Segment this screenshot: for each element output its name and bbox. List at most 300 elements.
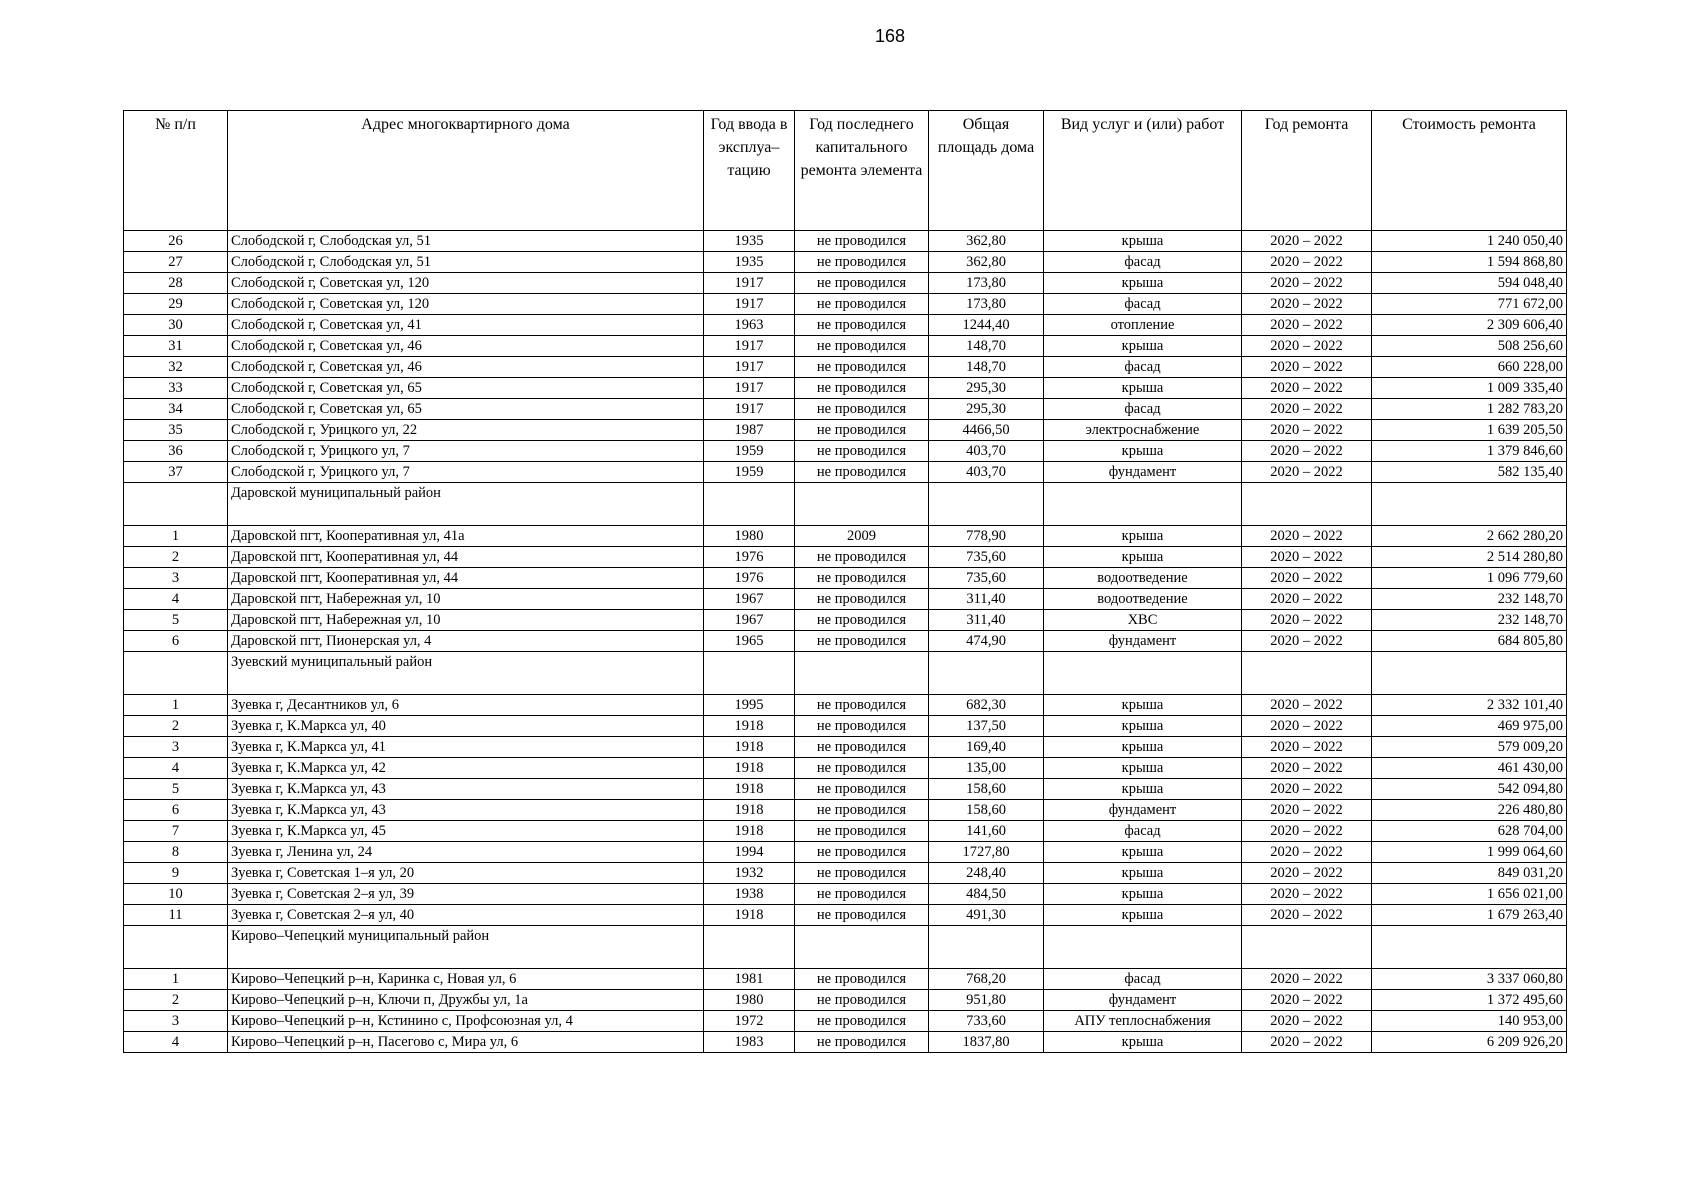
row-address: Зуевка г, Ленина ул, 24 <box>228 842 704 863</box>
row-address: Кирово–Чепецкий р–н, Кстинино с, Профсоюзная ул, 4 <box>228 1011 704 1032</box>
row-cost: 582 135,40 <box>1372 462 1567 483</box>
row-work-type: фасад <box>1044 357 1242 378</box>
row-last-repair: не проводился <box>795 716 929 737</box>
row-number: 7 <box>124 821 228 842</box>
row-area: 362,80 <box>929 252 1044 273</box>
row-address: Слободской г, Советская ул, 120 <box>228 294 704 315</box>
table-row <box>124 589 1567 610</box>
row-repair-year: 2020 – 2022 <box>1242 631 1372 652</box>
row-year-built: 1995 <box>704 695 795 716</box>
row-cost: 542 094,80 <box>1372 779 1567 800</box>
table-row <box>124 357 1567 378</box>
row-number: 8 <box>124 842 228 863</box>
row-number: 28 <box>124 273 228 294</box>
row-number: 34 <box>124 399 228 420</box>
row-address: Слободской г, Урицкого ул, 22 <box>228 420 704 441</box>
row-year-built: 1935 <box>704 252 795 273</box>
empty-cell <box>1044 652 1242 695</box>
row-last-repair: не проводился <box>795 1011 929 1032</box>
row-last-repair: не проводился <box>795 294 929 315</box>
empty-cell <box>929 483 1044 526</box>
row-area: 137,50 <box>929 716 1044 737</box>
row-address: Зуевка г, К.Маркса ул, 42 <box>228 758 704 779</box>
row-number: 30 <box>124 315 228 336</box>
row-cost: 1 379 846,60 <box>1372 441 1567 462</box>
row-year-built: 1994 <box>704 842 795 863</box>
row-cost: 771 672,00 <box>1372 294 1567 315</box>
row-work-type: фундамент <box>1044 462 1242 483</box>
row-area: 484,50 <box>929 884 1044 905</box>
header-cost: Стоимость ремонта <box>1372 111 1567 231</box>
row-work-type: фундамент <box>1044 631 1242 652</box>
row-number: 3 <box>124 737 228 758</box>
row-repair-year: 2020 – 2022 <box>1242 990 1372 1011</box>
district-heading-row <box>124 483 1567 526</box>
row-number: 29 <box>124 294 228 315</box>
row-work-type: фасад <box>1044 399 1242 420</box>
row-year-built: 1981 <box>704 969 795 990</box>
row-area: 491,30 <box>929 905 1044 926</box>
row-year-built: 1918 <box>704 758 795 779</box>
row-repair-year: 2020 – 2022 <box>1242 1011 1372 1032</box>
row-address: Кирово–Чепецкий р–н, Каринка с, Новая ул, 6 <box>228 969 704 990</box>
row-number: 2 <box>124 990 228 1011</box>
table-row <box>124 863 1567 884</box>
table-row <box>124 800 1567 821</box>
row-last-repair: не проводился <box>795 1032 929 1053</box>
empty-cell <box>795 926 929 969</box>
row-address: Слободской г, Советская ул, 65 <box>228 399 704 420</box>
row-work-type: АПУ теплоснабжения <box>1044 1011 1242 1032</box>
table-row <box>124 631 1567 652</box>
row-last-repair: не проводился <box>795 842 929 863</box>
row-last-repair: не проводился <box>795 695 929 716</box>
row-repair-year: 2020 – 2022 <box>1242 568 1372 589</box>
row-work-type: фасад <box>1044 821 1242 842</box>
row-number: 1 <box>124 969 228 990</box>
row-number: 2 <box>124 716 228 737</box>
row-address: Слободской г, Советская ул, 46 <box>228 357 704 378</box>
row-cost: 2 309 606,40 <box>1372 315 1567 336</box>
row-area: 248,40 <box>929 863 1044 884</box>
row-last-repair: не проводился <box>795 821 929 842</box>
empty-cell <box>795 652 929 695</box>
row-address: Даровской пгт, Кооперативная ул, 41а <box>228 526 704 547</box>
row-repair-year: 2020 – 2022 <box>1242 294 1372 315</box>
table-row <box>124 526 1567 547</box>
row-last-repair: не проводился <box>795 273 929 294</box>
row-cost: 2 514 280,80 <box>1372 547 1567 568</box>
empty-cell <box>929 926 1044 969</box>
row-cost: 1 656 021,00 <box>1372 884 1567 905</box>
table-row <box>124 252 1567 273</box>
table-row <box>124 231 1567 252</box>
row-cost: 1 372 495,60 <box>1372 990 1567 1011</box>
row-area: 403,70 <box>929 441 1044 462</box>
row-area: 135,00 <box>929 758 1044 779</box>
row-address: Зуевка г, К.Маркса ул, 40 <box>228 716 704 737</box>
row-repair-year: 2020 – 2022 <box>1242 905 1372 926</box>
row-repair-year: 2020 – 2022 <box>1242 357 1372 378</box>
row-last-repair: не проводился <box>795 863 929 884</box>
row-number: 9 <box>124 863 228 884</box>
row-repair-year: 2020 – 2022 <box>1242 716 1372 737</box>
empty-cell <box>929 652 1044 695</box>
row-work-type: крыша <box>1044 758 1242 779</box>
table-row <box>124 441 1567 462</box>
row-year-built: 1976 <box>704 547 795 568</box>
row-area: 158,60 <box>929 779 1044 800</box>
row-area: 295,30 <box>929 378 1044 399</box>
row-area: 474,90 <box>929 631 1044 652</box>
row-address: Слободской г, Советская ул, 41 <box>228 315 704 336</box>
row-area: 1837,80 <box>929 1032 1044 1053</box>
row-work-type: фундамент <box>1044 800 1242 821</box>
row-repair-year: 2020 – 2022 <box>1242 273 1372 294</box>
table-body <box>124 231 1567 1053</box>
row-area: 295,30 <box>929 399 1044 420</box>
row-repair-year: 2020 – 2022 <box>1242 547 1372 568</box>
row-address: Слободской г, Советская ул, 46 <box>228 336 704 357</box>
row-year-built: 1932 <box>704 863 795 884</box>
row-year-built: 1917 <box>704 336 795 357</box>
row-work-type: крыша <box>1044 842 1242 863</box>
row-address: Зуевка г, Советская 2–я ул, 40 <box>228 905 704 926</box>
row-area: 311,40 <box>929 589 1044 610</box>
row-work-type: крыша <box>1044 737 1242 758</box>
row-year-built: 1917 <box>704 273 795 294</box>
row-address: Зуевка г, К.Маркса ул, 43 <box>228 800 704 821</box>
row-work-type: крыша <box>1044 336 1242 357</box>
row-number: 4 <box>124 1032 228 1053</box>
row-address: Слободской г, Урицкого ул, 7 <box>228 462 704 483</box>
district-heading-row <box>124 926 1567 969</box>
row-cost: 1 999 064,60 <box>1372 842 1567 863</box>
row-year-built: 1918 <box>704 737 795 758</box>
row-year-built: 1983 <box>704 1032 795 1053</box>
row-address: Зуевка г, К.Маркса ул, 43 <box>228 779 704 800</box>
row-last-repair: не проводился <box>795 462 929 483</box>
row-address: Зуевка г, Советская 2–я ул, 39 <box>228 884 704 905</box>
row-area: 682,30 <box>929 695 1044 716</box>
row-cost: 2 332 101,40 <box>1372 695 1567 716</box>
row-last-repair: не проводился <box>795 231 929 252</box>
empty-cell <box>1372 483 1567 526</box>
row-year-built: 1918 <box>704 800 795 821</box>
row-work-type: крыша <box>1044 526 1242 547</box>
row-cost: 1 594 868,80 <box>1372 252 1567 273</box>
row-last-repair: не проводился <box>795 252 929 273</box>
row-cost: 232 148,70 <box>1372 589 1567 610</box>
empty-cell <box>124 652 228 695</box>
row-number: 35 <box>124 420 228 441</box>
header-num: № п/п <box>124 111 228 231</box>
row-number: 6 <box>124 631 228 652</box>
row-repair-year: 2020 – 2022 <box>1242 336 1372 357</box>
table-row <box>124 758 1567 779</box>
district-name: Кирово–Чепецкий муниципальный район <box>228 926 704 969</box>
table-row <box>124 1011 1567 1032</box>
row-work-type: фасад <box>1044 969 1242 990</box>
row-area: 362,80 <box>929 231 1044 252</box>
row-work-type: ХВС <box>1044 610 1242 631</box>
table-row <box>124 462 1567 483</box>
row-cost: 508 256,60 <box>1372 336 1567 357</box>
row-cost: 628 704,00 <box>1372 821 1567 842</box>
row-work-type: фундамент <box>1044 990 1242 1011</box>
row-last-repair: не проводился <box>795 884 929 905</box>
row-year-built: 1967 <box>704 610 795 631</box>
row-year-built: 1918 <box>704 779 795 800</box>
row-work-type: крыша <box>1044 905 1242 926</box>
row-number: 2 <box>124 547 228 568</box>
table-row <box>124 821 1567 842</box>
row-number: 31 <box>124 336 228 357</box>
table-row <box>124 1032 1567 1053</box>
row-last-repair: не проводился <box>795 420 929 441</box>
row-cost: 1 639 205,50 <box>1372 420 1567 441</box>
row-cost: 660 228,00 <box>1372 357 1567 378</box>
row-number: 26 <box>124 231 228 252</box>
row-address: Зуевка г, К.Маркса ул, 41 <box>228 737 704 758</box>
row-cost: 6 209 926,20 <box>1372 1032 1567 1053</box>
row-work-type: крыша <box>1044 273 1242 294</box>
row-address: Зуевка г, К.Маркса ул, 45 <box>228 821 704 842</box>
row-work-type: крыша <box>1044 547 1242 568</box>
row-number: 11 <box>124 905 228 926</box>
table-row <box>124 420 1567 441</box>
row-year-built: 1980 <box>704 526 795 547</box>
empty-cell <box>1242 483 1372 526</box>
row-last-repair: не проводился <box>795 399 929 420</box>
row-area: 169,40 <box>929 737 1044 758</box>
row-year-built: 1980 <box>704 990 795 1011</box>
table-row <box>124 294 1567 315</box>
row-year-built: 1959 <box>704 441 795 462</box>
row-repair-year: 2020 – 2022 <box>1242 589 1372 610</box>
row-number: 3 <box>124 568 228 589</box>
row-area: 1244,40 <box>929 315 1044 336</box>
row-address: Даровской пгт, Кооперативная ул, 44 <box>228 547 704 568</box>
row-repair-year: 2020 – 2022 <box>1242 315 1372 336</box>
header-last-repair: Год последнего капитального ремонта элемента <box>795 111 929 231</box>
empty-cell <box>1242 926 1372 969</box>
row-year-built: 1967 <box>704 589 795 610</box>
row-number: 6 <box>124 800 228 821</box>
header-work-type: Вид услуг и (или) работ <box>1044 111 1242 231</box>
row-cost: 1 096 779,60 <box>1372 568 1567 589</box>
table-row <box>124 779 1567 800</box>
row-cost: 849 031,20 <box>1372 863 1567 884</box>
row-year-built: 1976 <box>704 568 795 589</box>
row-address: Слободской г, Слободская ул, 51 <box>228 252 704 273</box>
row-repair-year: 2020 – 2022 <box>1242 441 1372 462</box>
row-last-repair: не проводился <box>795 357 929 378</box>
repair-register-table <box>123 110 1567 1053</box>
row-repair-year: 2020 – 2022 <box>1242 800 1372 821</box>
row-cost: 226 480,80 <box>1372 800 1567 821</box>
table-row <box>124 568 1567 589</box>
row-last-repair: не проводился <box>795 969 929 990</box>
table-row <box>124 378 1567 399</box>
row-work-type: электроснабжение <box>1044 420 1242 441</box>
row-area: 173,80 <box>929 273 1044 294</box>
row-work-type: водоотведение <box>1044 568 1242 589</box>
row-work-type: крыша <box>1044 716 1242 737</box>
row-area: 4466,50 <box>929 420 1044 441</box>
row-repair-year: 2020 – 2022 <box>1242 462 1372 483</box>
row-last-repair: не проводился <box>795 610 929 631</box>
row-number: 1 <box>124 695 228 716</box>
row-cost: 469 975,00 <box>1372 716 1567 737</box>
row-year-built: 1917 <box>704 378 795 399</box>
page-number: 168 <box>874 26 906 46</box>
row-year-built: 1917 <box>704 399 795 420</box>
row-last-repair: не проводился <box>795 800 929 821</box>
row-cost: 232 148,70 <box>1372 610 1567 631</box>
header-area: Общая площадь дома <box>929 111 1044 231</box>
row-number: 36 <box>124 441 228 462</box>
row-work-type: крыша <box>1044 884 1242 905</box>
row-work-type: крыша <box>1044 695 1242 716</box>
row-address: Слободской г, Урицкого ул, 7 <box>228 441 704 462</box>
row-year-built: 1987 <box>704 420 795 441</box>
header-repair-year: Год ремонта <box>1242 111 1372 231</box>
row-year-built: 1938 <box>704 884 795 905</box>
row-last-repair: не проводился <box>795 758 929 779</box>
empty-cell <box>124 483 228 526</box>
row-area: 768,20 <box>929 969 1044 990</box>
header-address: Адрес многоквартирного дома <box>228 111 704 231</box>
table-row <box>124 990 1567 1011</box>
table-row <box>124 905 1567 926</box>
row-repair-year: 2020 – 2022 <box>1242 420 1372 441</box>
row-last-repair: не проводился <box>795 568 929 589</box>
row-area: 173,80 <box>929 294 1044 315</box>
row-year-built: 1917 <box>704 357 795 378</box>
table-header-row <box>124 111 1567 231</box>
row-address: Кирово–Чепецкий р–н, Пасегово с, Мира ул, 6 <box>228 1032 704 1053</box>
row-number: 27 <box>124 252 228 273</box>
row-area: 778,90 <box>929 526 1044 547</box>
row-repair-year: 2020 – 2022 <box>1242 779 1372 800</box>
row-repair-year: 2020 – 2022 <box>1242 821 1372 842</box>
row-last-repair: не проводился <box>795 631 929 652</box>
row-year-built: 1972 <box>704 1011 795 1032</box>
table-row <box>124 273 1567 294</box>
row-cost: 3 337 060,80 <box>1372 969 1567 990</box>
row-work-type: отопление <box>1044 315 1242 336</box>
row-year-built: 1963 <box>704 315 795 336</box>
row-repair-year: 2020 – 2022 <box>1242 758 1372 779</box>
table-row <box>124 336 1567 357</box>
row-address: Даровской пгт, Кооперативная ул, 44 <box>228 568 704 589</box>
row-number: 32 <box>124 357 228 378</box>
row-repair-year: 2020 – 2022 <box>1242 863 1372 884</box>
empty-cell <box>1372 926 1567 969</box>
row-number: 5 <box>124 779 228 800</box>
district-name: Зуевский муниципальный район <box>228 652 704 695</box>
row-address: Даровской пгт, Набережная ул, 10 <box>228 610 704 631</box>
row-year-built: 1959 <box>704 462 795 483</box>
row-number: 5 <box>124 610 228 631</box>
empty-cell <box>704 652 795 695</box>
row-cost: 579 009,20 <box>1372 737 1567 758</box>
row-cost: 1 679 263,40 <box>1372 905 1567 926</box>
row-area: 148,70 <box>929 336 1044 357</box>
row-cost: 1 240 050,40 <box>1372 231 1567 252</box>
row-number: 10 <box>124 884 228 905</box>
row-repair-year: 2020 – 2022 <box>1242 526 1372 547</box>
row-year-built: 1918 <box>704 716 795 737</box>
row-last-repair: не проводился <box>795 547 929 568</box>
row-area: 311,40 <box>929 610 1044 631</box>
table-row <box>124 315 1567 336</box>
table-row <box>124 610 1567 631</box>
row-last-repair: не проводился <box>795 737 929 758</box>
table-row <box>124 969 1567 990</box>
row-year-built: 1917 <box>704 294 795 315</box>
row-address: Слободской г, Советская ул, 65 <box>228 378 704 399</box>
table-row <box>124 547 1567 568</box>
row-cost: 594 048,40 <box>1372 273 1567 294</box>
table-row <box>124 737 1567 758</box>
row-year-built: 1965 <box>704 631 795 652</box>
row-year-built: 1918 <box>704 821 795 842</box>
row-area: 733,60 <box>929 1011 1044 1032</box>
row-number: 3 <box>124 1011 228 1032</box>
row-work-type: фасад <box>1044 252 1242 273</box>
row-repair-year: 2020 – 2022 <box>1242 969 1372 990</box>
row-last-repair: не проводился <box>795 336 929 357</box>
row-cost: 1 009 335,40 <box>1372 378 1567 399</box>
row-area: 403,70 <box>929 462 1044 483</box>
row-area: 148,70 <box>929 357 1044 378</box>
row-repair-year: 2020 – 2022 <box>1242 231 1372 252</box>
row-repair-year: 2020 – 2022 <box>1242 1032 1372 1053</box>
row-repair-year: 2020 – 2022 <box>1242 842 1372 863</box>
row-year-built: 1918 <box>704 905 795 926</box>
row-work-type: крыша <box>1044 378 1242 399</box>
empty-cell <box>795 483 929 526</box>
row-address: Даровской пгт, Набережная ул, 10 <box>228 589 704 610</box>
row-repair-year: 2020 – 2022 <box>1242 378 1372 399</box>
row-last-repair: не проводился <box>795 905 929 926</box>
row-year-built: 1935 <box>704 231 795 252</box>
row-repair-year: 2020 – 2022 <box>1242 695 1372 716</box>
row-repair-year: 2020 – 2022 <box>1242 610 1372 631</box>
row-address: Зуевка г, Советская 1–я ул, 20 <box>228 863 704 884</box>
table-row <box>124 399 1567 420</box>
row-last-repair: не проводился <box>795 441 929 462</box>
empty-cell <box>1044 926 1242 969</box>
row-area: 735,60 <box>929 547 1044 568</box>
row-address: Кирово–Чепецкий р–н, Ключи п, Дружбы ул, 1а <box>228 990 704 1011</box>
row-cost: 684 805,80 <box>1372 631 1567 652</box>
empty-cell <box>1242 652 1372 695</box>
row-work-type: крыша <box>1044 231 1242 252</box>
row-last-repair: не проводился <box>795 315 929 336</box>
row-area: 735,60 <box>929 568 1044 589</box>
empty-cell <box>704 926 795 969</box>
row-number: 1 <box>124 526 228 547</box>
row-cost: 2 662 280,20 <box>1372 526 1567 547</box>
row-work-type: крыша <box>1044 441 1242 462</box>
row-repair-year: 2020 – 2022 <box>1242 884 1372 905</box>
row-repair-year: 2020 – 2022 <box>1242 399 1372 420</box>
row-address: Слободской г, Советская ул, 120 <box>228 273 704 294</box>
row-work-type: крыша <box>1044 779 1242 800</box>
